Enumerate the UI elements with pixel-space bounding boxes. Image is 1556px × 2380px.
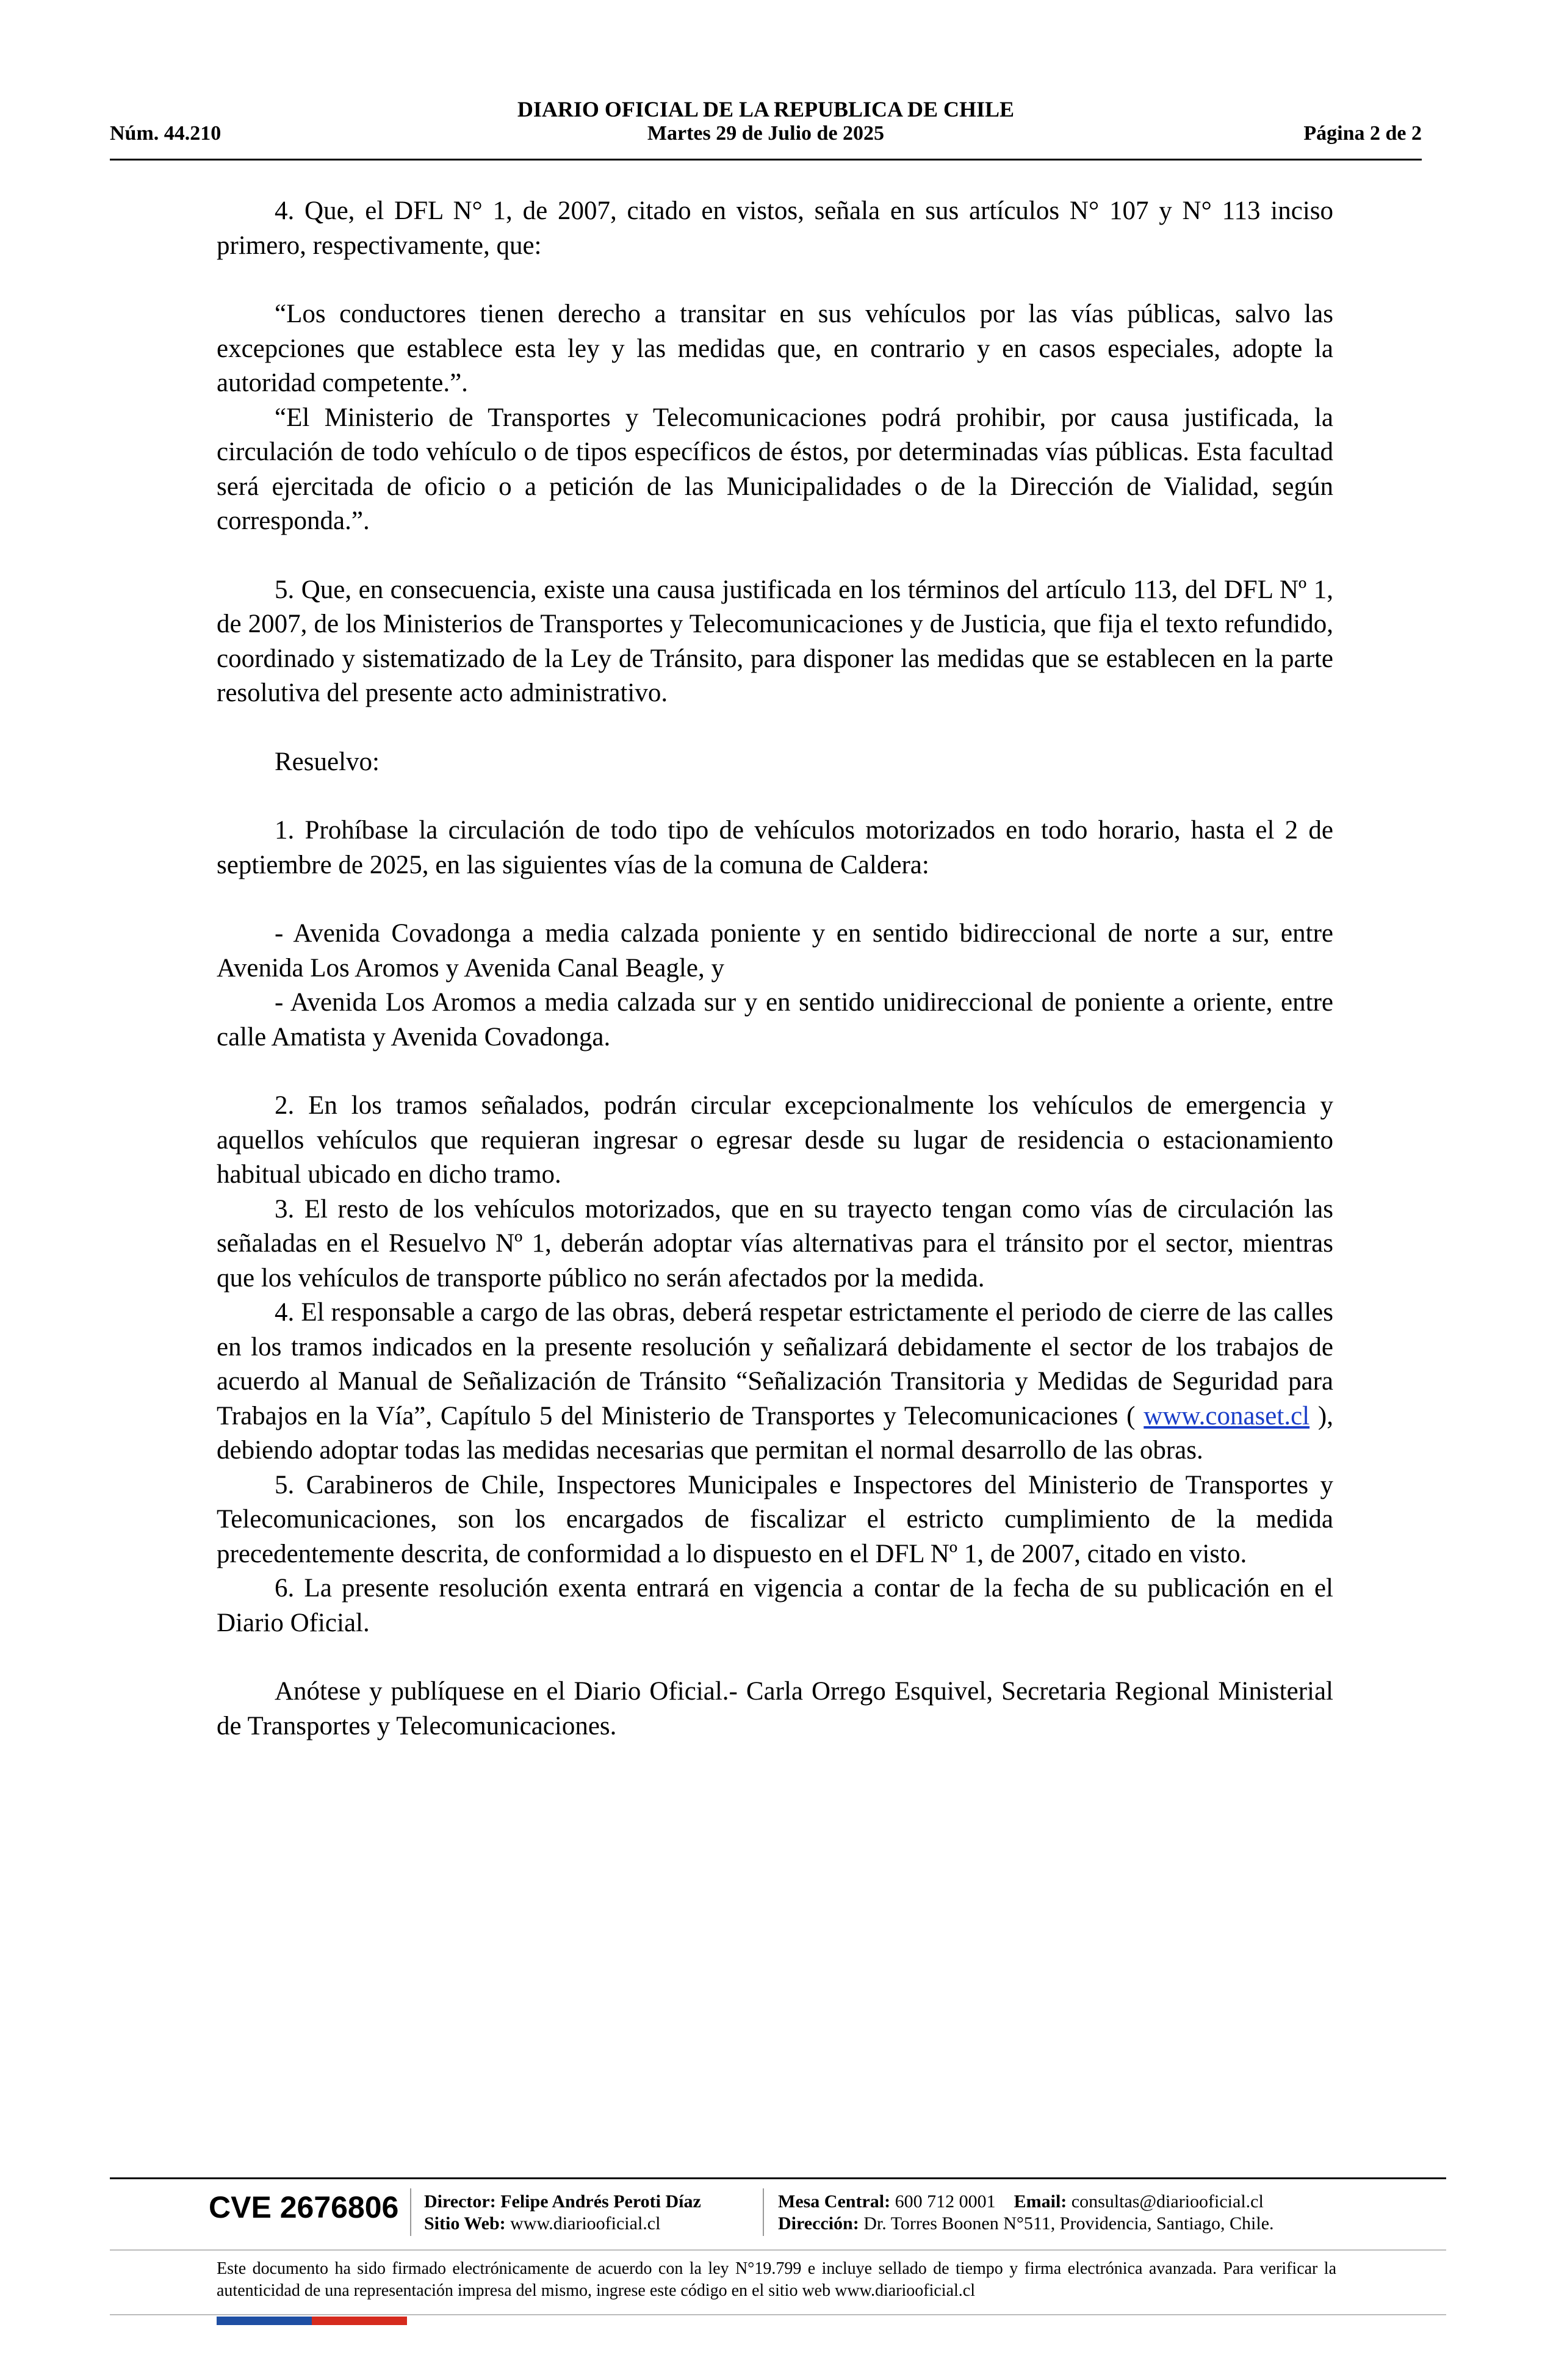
page-number: Página 2 de 2 xyxy=(1303,122,1422,145)
director-name: Felipe Andrés Peroti Díaz xyxy=(500,2191,701,2212)
footer-divider xyxy=(110,2314,1446,2315)
email-value: consultas@diariooficial.cl xyxy=(1071,2191,1264,2212)
newspaper-title: DIARIO OFICIAL DE LA REPUBLICA DE CHILE xyxy=(517,97,1015,121)
footer-separator xyxy=(410,2188,411,2236)
resolution-item-5: 5. Carabineros de Chile, Inspectores Municipales e Inspectores del Ministerio de Transportes y Telecomunicaciones, son los encargados de fiscalizar el estricto cumplimiento de la medida precedentemente descrita, de conformidad a lo dispuesto en el DFL Nº 1, de 2007, citado en visto. xyxy=(217,1470,1333,1568)
road-list-item-los-aromos: - Avenida Los Aromos a media calzada sur y en sentido unidireccional de poniente a oriente, entre calle Amatista y Avenida Covadonga. xyxy=(217,988,1333,1051)
website-line xyxy=(424,2213,701,2235)
director-line xyxy=(424,2191,701,2213)
page-header xyxy=(110,92,1422,160)
resolution-item-4-text-before: 4. El responsable a cargo de las obras, deberá respetar estrictamente el periodo de cierre de las calles en los tramos indicados en la presente resolución y señalizará debidamente el sector de los trabajos de acuerdo al Manual de Señalización de Tránsito “Señalización Transitoria y Medidas de Seguridad para Trabajos en la Vía”, Capítulo 5 del Ministerio de Transportes y Telecomunicaciones ( xyxy=(217,1298,1333,1430)
chile-flag-stripe xyxy=(217,2317,407,2325)
quote-article-113: “El Ministerio de Transportes y Telecomunicaciones podrá prohibir, por causa justificada, la circulación de todo vehículo o de tipos específicos de éstos, por determinadas vías públicas. Esta facultad será ejercitada de oficio o a petición de las Municipalidades o de la Dirección de Vialidad, según corresponda.”. xyxy=(217,403,1333,535)
paragraph-considerando-4: 4. Que, el DFL N° 1, de 2007, citado en vistos, señala en sus artículos N° 107 y N° 113 inciso primero, respectivamente, que: xyxy=(217,197,1333,260)
director-label: Director: xyxy=(424,2191,496,2212)
flag-red-band xyxy=(312,2317,407,2325)
address-label: Dirección: xyxy=(778,2213,859,2234)
resuelvo-heading: Resuelvo: xyxy=(275,747,380,776)
issue-date: Martes 29 de Julio de 2025 xyxy=(647,122,885,145)
resolution-item-4-text-after: ), debiendo adoptar todas las medidas necesarias que permitan el normal desarrollo de las obras. xyxy=(217,1401,1333,1465)
resolution-item-1: 1. Prohíbase la circulación de todo tipo de vehículos motorizados en todo horario, hasta el 2 de septiembre de 2025, en las siguientes vías de la comuna de Caldera: xyxy=(217,816,1333,879)
quote-article-107: “Los conductores tienen derecho a transitar en sus vehículos por las vías públicas, salvo las excepciones que establece esta ley y las medidas que, en contrario y en casos especiales, adopte la autoridad competente.”. xyxy=(217,300,1333,397)
phone-label: Mesa Central: xyxy=(778,2191,891,2212)
road-list-item-covadonga: - Avenida Covadonga a media calzada poniente y en sentido bidireccional de norte a sur, entre Avenida Los Aromos y Avenida Canal Beagle, y xyxy=(217,919,1333,983)
contact-line xyxy=(778,2191,1274,2213)
document-body xyxy=(217,194,1333,1744)
resolution-item-4 xyxy=(217,1296,1333,1468)
signature-paragraph: Anótese y publíquese en el Diario Oficial.- Carla Orrego Esquivel, Secretaria Regional Ministerial de Transportes y Telecomunicaciones. xyxy=(217,1677,1333,1740)
footer-contact-info xyxy=(778,2191,1274,2235)
footer-separator xyxy=(763,2188,764,2236)
paragraph-considerando-5: 5. Que, en consecuencia, existe una causa justificada en los términos del artículo 113, del DFL Nº 1, de 2007, de los Ministerios de Transportes y Telecomunicaciones y de Justicia, que fija el texto refundido, coordinado y sistematizado de la Ley de Tránsito, para disponer las medidas que se establecen en la parte resolutiva del presente acto administrativo. xyxy=(217,575,1333,707)
resolution-item-6: 6. La presente resolución exenta entrará en vigencia a contar de la fecha de su publicación en el Diario Oficial. xyxy=(217,1574,1333,1637)
phone-value: 600 712 0001 xyxy=(895,2191,996,2212)
resolution-item-3: 3. El resto de los vehículos motorizados, que en su trayecto tengan como vías de circulación las señaladas en el Resuelvo Nº 1, deberán adoptar vías alternativas para el tránsito por el sector, mientras que los vehículos de transporte público no serán afectados por la medida. xyxy=(217,1194,1333,1293)
cve-code: CVE 2676806 xyxy=(209,2190,399,2224)
flag-blue-band xyxy=(217,2317,312,2325)
address-value: Dr. Torres Boonen N°511, Providencia, Santiago, Chile. xyxy=(863,2213,1274,2234)
issue-number: Núm. 44.210 xyxy=(110,122,222,145)
email-label: Email: xyxy=(1014,2191,1067,2212)
website-label: Sitio Web: xyxy=(424,2213,506,2234)
electronic-signature-disclaimer: Este documento ha sido firmado electrónicamente de acuerdo con la ley N°19.799 e incluye sellado de tiempo y firma electrónica avanzada. Para verificar la autenticidad de una representación impresa del mismo, ingrese este código en el sitio web www.diariooficial.cl xyxy=(217,2259,1336,2300)
footer-divider xyxy=(110,2249,1446,2251)
website-value: www.diariooficial.cl xyxy=(510,2213,661,2234)
conaset-link[interactable]: www.conaset.cl xyxy=(1144,1401,1310,1430)
footer-director-info xyxy=(424,2191,701,2235)
address-line xyxy=(778,2213,1274,2235)
resolution-item-2: 2. En los tramos señalados, podrán circular excepcionalmente los vehículos de emergencia y aquellos vehículos que requieran ingresar o egresar desde su lugar de residencia o estacionamiento habitual ubicado en dicho tramo. xyxy=(217,1091,1333,1189)
footer-divider xyxy=(110,2177,1446,2179)
